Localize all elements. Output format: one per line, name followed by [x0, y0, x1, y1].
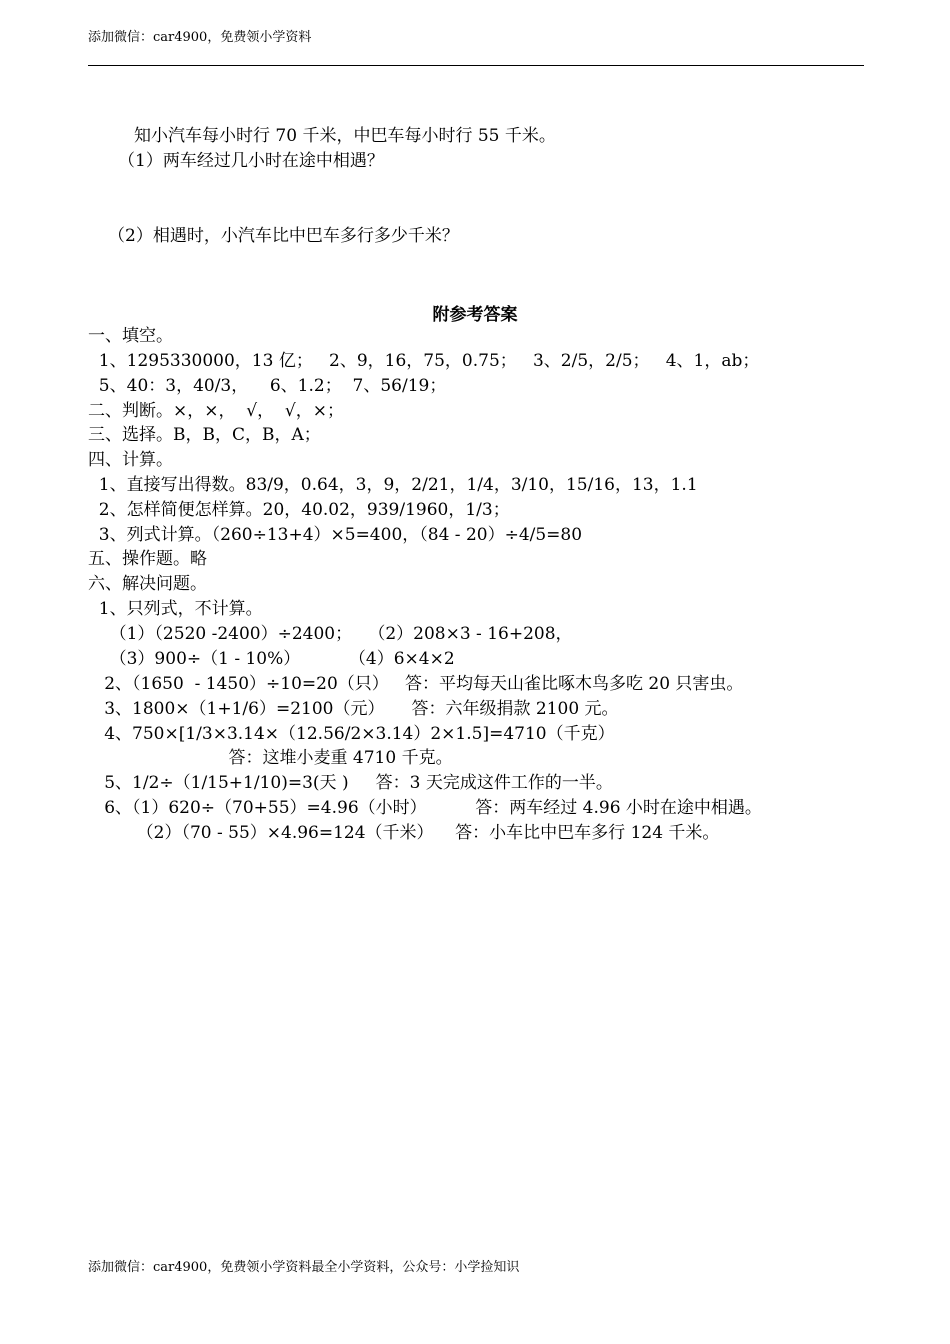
- answer-line: 6、（1）620÷（70+55）=4.96（小时） 答：两车经过 4.96 小时在途中相遇。: [88, 798, 762, 818]
- question-intro: 知小汽车每小时行 70 千米，中巴车每小时行 55 千米。: [134, 126, 556, 146]
- question-part-1: （1）两车经过几小时在途中相遇？: [118, 151, 384, 171]
- page-header-text: 添加微信：car4900，免费领小学资料: [88, 30, 312, 45]
- answer-line: 1、直接写出得数。83/9，0.64，3，9，2/21，1/4，3/10，15/16，13，1.1: [88, 475, 698, 495]
- answer-line: （3）900÷（1 - 10%） （4）6×4×2: [88, 649, 455, 669]
- answer-line: 2、（1650 - 1450）÷10=20（只） 答：平均每天山雀比啄木鸟多吃 20 只害虫。: [88, 674, 744, 694]
- answer-line: 3、1800×（1+1/6）=2100（元） 答：六年级捐款 2100 元。: [88, 699, 619, 719]
- answer-line: 4、750×[1/3×3.14×（12.56/2×3.14）2×1.5]=4710（千克）: [88, 724, 615, 744]
- answer-line: 1、1295330000，13 亿； 2、9，16，75，0.75； 3、2/5，2/5； 4、1，ab；: [88, 351, 760, 371]
- answers-title: 附参考答案: [432, 305, 518, 325]
- answer-line: （1）（2520 -2400）÷2400； （2）208×3 - 16+208，: [88, 624, 573, 644]
- answer-line: 六、解决问题。: [88, 574, 207, 594]
- answer-line: 三、选择。B，B，C，B，A；: [88, 425, 321, 445]
- answer-line: 一、填空。: [88, 326, 173, 346]
- answer-line: （2）（70 - 55）×4.96=124（千米） 答：小车比中巴车多行 124 千米。: [88, 823, 720, 843]
- answer-line: 5、40：3，40/3， 6、1.2； 7、56/19；: [88, 376, 447, 396]
- header-divider: [88, 65, 864, 66]
- answer-line: 答：这堆小麦重 4710 千克。: [88, 748, 453, 768]
- question-part-2: （2）相遇时，小汽车比中巴车多行多少千米？: [108, 226, 459, 246]
- answer-line: 五、操作题。略: [88, 549, 207, 569]
- answer-line: 1、只列式，不计算。: [88, 599, 263, 619]
- answer-line: 四、计算。: [88, 450, 173, 470]
- answer-line: 5、1/2÷（1/15+1/10)=3(天 ) 答：3 天完成这件工作的一半。: [88, 773, 613, 793]
- answer-line: 2、怎样简便怎样算。20，40.02，939/1960，1/3；: [88, 500, 510, 520]
- answer-line: 3、列式计算。（260÷13+4）×5=400，（84 - 20）÷4/5=80: [88, 525, 583, 545]
- answer-line: 二、判断。×，×， √， √，×；: [88, 401, 345, 421]
- page-footer-text: 添加微信：car4900，免费领小学资料最全小学资料，公众号：小学捡知识: [88, 1260, 520, 1275]
